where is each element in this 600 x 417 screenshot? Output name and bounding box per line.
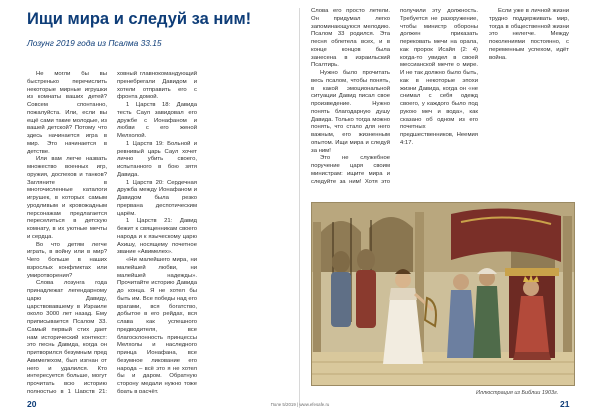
paragraph: получили эту должность. Требуется не разоружение, чтобы министр обороны должен приказать перековать мечи на орала, как пророк Исайя (2: 4) когда-то увидел в своей мессианской мечте о мире. И не так должно было быть, как в некоторые эпохи жизни Давида, когда он «не снимал с себя одежд своего, у каждого было под рукою меч и вода», как сказано об одном из его почетных предшественников, Неемия 4:17. (400, 8, 478, 146)
paragraph: Нужно было прочитать весь псалом, чтобы понять, в какой эмоциональной ситуации Давид писал свое произведение. Нужно понять благодарную душу Давида. Только тогда можно понять, что стало для него важным, его жизненным опытом. Ищи мира и следуй за ним! (311, 70, 390, 154)
paragraph: Не могли бы вы быстренько перечислить некоторые мирные игрушки из комнаты ваших детей? Совсем спонтанно, пожалуйста. Или, если вы ещё сами такие молодые, из вашей детской? Потому что здесь начинается игра в мир. Это начинается в детстве. (27, 71, 107, 155)
illustration-caption: Иллюстрация из Библии 1903г. (476, 390, 559, 396)
page-divider (299, 8, 300, 408)
text-column-1 (27, 71, 107, 393)
article-title: Ищи мира и следуй за ним! (27, 10, 252, 28)
article-subtitle: Лозунг 2019 года из Псалма 33.15 (27, 38, 162, 48)
paragraph: 1 Царств 18: Давида тесть Саул завидовал его дружбе с Ионафаном и любви с его женой Мелхолой. (117, 102, 197, 139)
paragraph: 1 Царств 19: Больной и ревнивый царь Саул хочет лично убить своего, испытанного в бою зятя Давида. (117, 140, 197, 178)
paragraph: 1 Царств 20: Сердечная дружба между Ионафаном и Давидом была резко прервана деспотическим царём. (117, 179, 197, 217)
text-column-5 (489, 8, 569, 186)
paragraph: Слова лозунга года принадлежат легендарному царю Давиду, царствовавшему в Израиле около 3000 лет назад. Ему приписывается Псалом 33. Самый первый стих дает нам исторический контекст: это песнь Давида, когда он притворился безумным пред Авимелехом, был изгнан от него и удалился. Кто интересуется больше, могут прочитать всю историю полностью в 1 Царств 21: (27, 280, 107, 393)
paragraph: Это не служебное поручение царя своим министрам: ищите мира и следуйте за ним! Хотя это (311, 155, 390, 185)
paragraph: «Ни малейшего мира, ни малейшей любви, ни малейшей надежды». Прочитайте историю Давида до конца. Я не хотел бы быть им. Все победы над его врагами, вся богатство, добытое в его рейдах, вся слава как успешного предводителя, все благосклонность принцессы Мелхолы и наследного принца Ионафана, все безумное ликование его народа – всё это я не хотел бы и даром. Обратную сторону медали нужно тоже брать в расчёт. (117, 257, 197, 393)
page-number-left: 20 (27, 399, 37, 409)
paragraph: Слова его просто летели. Он придумал легко запоминающуюся мелодию. Псалом 33 родился. Эта песня облетела всех, и в конце концов была занесена в израильский Псалтирь. (311, 8, 390, 69)
text-column-2 (117, 71, 197, 393)
page-number-right: 21 (560, 399, 570, 409)
text-column-3 (311, 8, 390, 186)
paragraph: Во что детям легче играть, в войну или в мир? Чего больше в наших взрослых конфликтах или умиротворения? (27, 241, 107, 279)
paragraph: Или вам легче назвать множество военных игр, оружия, доспехов и танков? Загляните в многочисленные каталоги игрушек, в которых самым уродливым и кровожадным персонажам предлагается переселиться в детскую комнату, в их уютные мечты и сердца. (27, 156, 107, 240)
bible-illustration (311, 202, 575, 386)
paragraph: Если уже в личной жизни трудно поддерживать мир, тогда в общественной жизни это нелегче. Между поколениями постоянно, с переменным успехом, идёт война. (489, 8, 569, 61)
footer-text: Поле 5/2019 | www.efesafe.ru (270, 402, 330, 407)
text-column-4 (400, 8, 478, 186)
paragraph: 1 Царств 21: Давид бежит к священникам своего народа и к языческому царю Ахишу, носящему почетное звание «Авимелех». (117, 218, 197, 256)
paragraph: ховный главнокомандующий пренебрегали Давидом и хотели отправить его с фронта домой. (117, 71, 197, 101)
